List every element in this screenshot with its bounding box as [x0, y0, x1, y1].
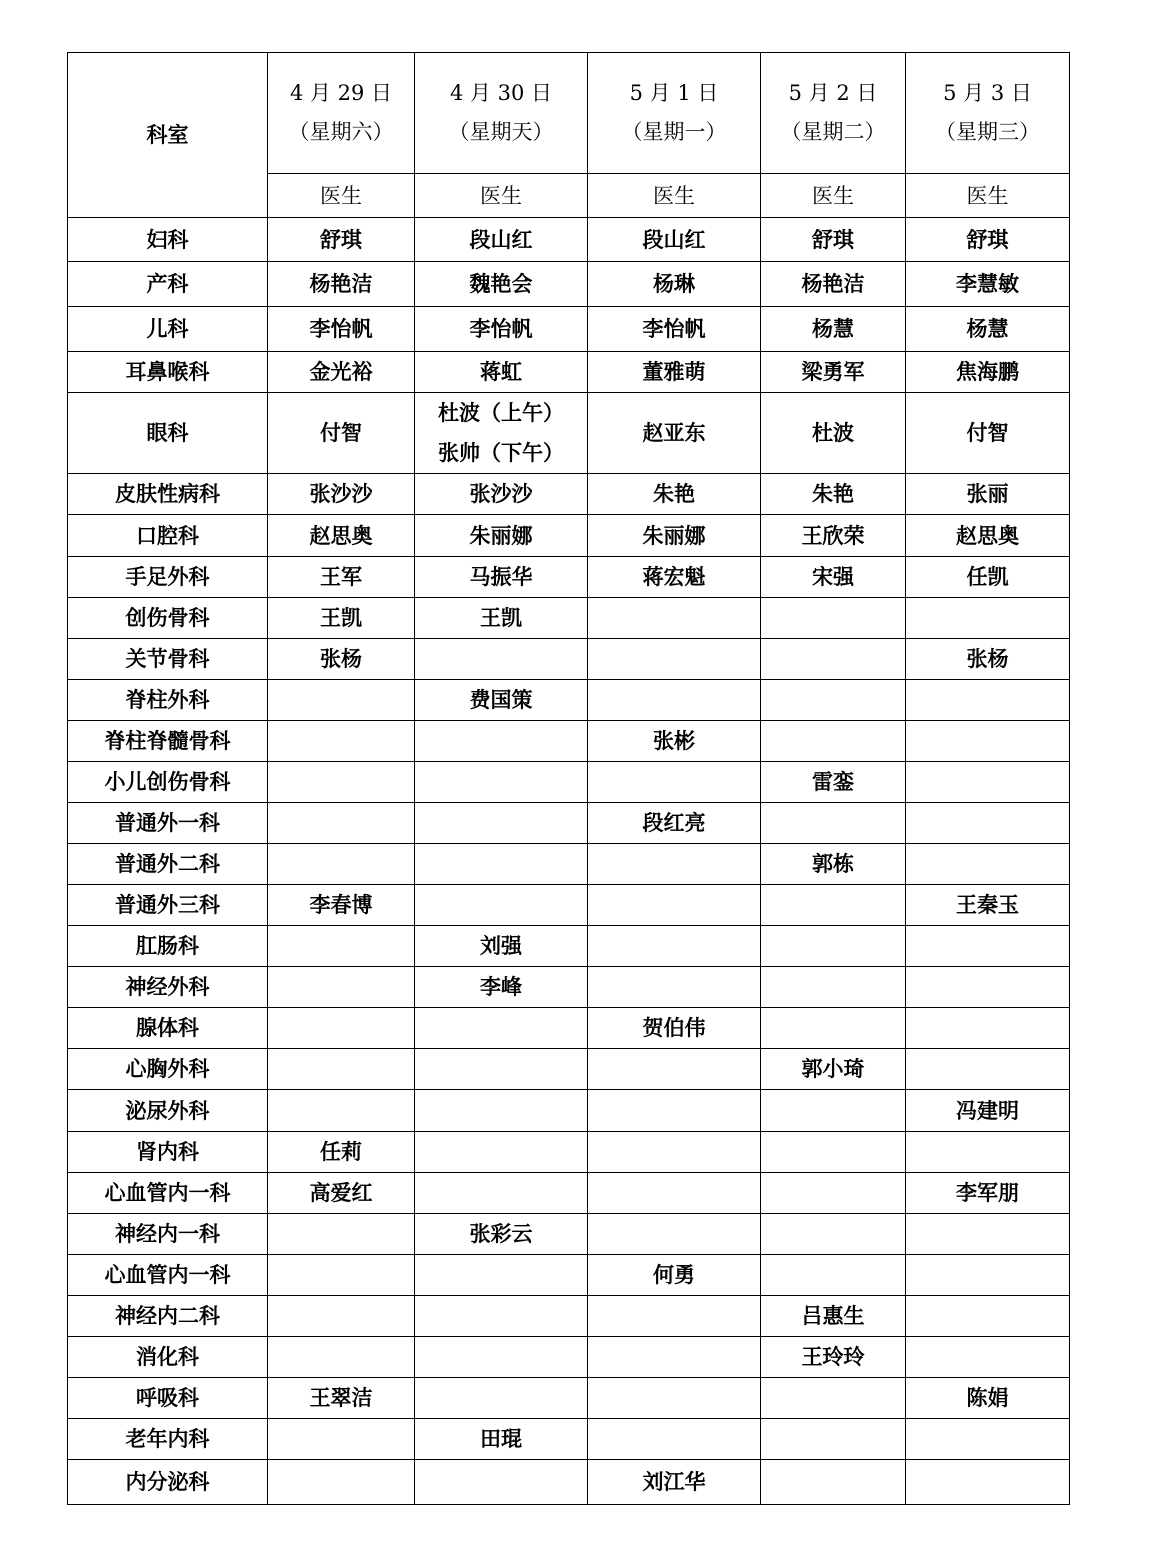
dept-cell: 眼科: [68, 393, 268, 474]
doctor-cell: [268, 926, 415, 967]
doctor-cell: [906, 1214, 1070, 1255]
doctor-cell: [588, 762, 761, 803]
doctor-cell: 王欣荣: [761, 515, 906, 557]
doctor-header: 医生: [268, 174, 415, 218]
doctor-cell: [415, 1173, 588, 1214]
date-header-5: 5 月 3 日 （星期三）: [906, 53, 1070, 174]
doctor-cell: 段红亮: [588, 803, 761, 844]
doctor-cell: [268, 844, 415, 885]
table-row: [68, 762, 1070, 803]
doctor-cell: 梁勇军: [761, 352, 906, 393]
doctor-cell: [906, 1460, 1070, 1505]
doctor-cell: 刘江华: [588, 1460, 761, 1505]
doctor-cell: 李峰: [415, 967, 588, 1008]
dept-cell: 关节骨科: [68, 639, 268, 680]
table-row: [68, 803, 1070, 844]
doctor-cell: [415, 1090, 588, 1132]
table-row: [68, 1132, 1070, 1173]
table-row: [68, 1378, 1070, 1419]
doctor-cell: [906, 1337, 1070, 1378]
doctor-cell: [268, 1214, 415, 1255]
date-header-3: 5 月 1 日 （星期一）: [588, 53, 761, 174]
dept-cell: 神经内一科: [68, 1214, 268, 1255]
doctor-cell: [761, 1460, 906, 1505]
doctor-cell: 高爱红: [268, 1173, 415, 1214]
doctor-cell: [415, 1255, 588, 1296]
doctor-cell: [761, 1132, 906, 1173]
doctor-cell: 李怡帆: [268, 307, 415, 352]
doctor-cell: [761, 1419, 906, 1460]
table-row: [68, 262, 1070, 307]
doctor-cell: 赵思奥: [268, 515, 415, 557]
dept-cell: 皮肤性病科: [68, 474, 268, 515]
date-header-4: 5 月 2 日 （星期二）: [761, 53, 906, 174]
doctor-cell: [761, 803, 906, 844]
table-row: [68, 1255, 1070, 1296]
doctor-cell: [761, 885, 906, 926]
doctor-cell: 杨慧: [761, 307, 906, 352]
doctor-cell: 朱艳: [588, 474, 761, 515]
table-row: [68, 557, 1070, 598]
doctor-cell: 舒琪: [761, 218, 906, 262]
doctor-cell: [268, 1419, 415, 1460]
dept-cell: 耳鼻喉科: [68, 352, 268, 393]
doctor-cell: 刘强: [415, 926, 588, 967]
doctor-cell: [268, 803, 415, 844]
doctor-cell: [415, 639, 588, 680]
doctor-cell: 冯建明: [906, 1090, 1070, 1132]
doctor-cell: 吕惠生: [761, 1296, 906, 1337]
doctor-cell-line: 杜波（上午）: [438, 400, 564, 425]
doctor-cell: [761, 1255, 906, 1296]
header-row-dates: [68, 53, 1070, 174]
table-row: [68, 885, 1070, 926]
doctor-cell: 舒琪: [906, 218, 1070, 262]
dept-cell: 产科: [68, 262, 268, 307]
doctor-cell: [415, 803, 588, 844]
dept-cell: 小儿创伤骨科: [68, 762, 268, 803]
doctor-cell: [588, 639, 761, 680]
doctor-cell: 张沙沙: [268, 474, 415, 515]
doctor-cell: 贺伯伟: [588, 1008, 761, 1049]
doctor-cell: [588, 1296, 761, 1337]
doctor-cell: [906, 762, 1070, 803]
doctor-cell: 陈娟: [906, 1378, 1070, 1419]
doctor-cell: [268, 1008, 415, 1049]
table-row: [68, 515, 1070, 557]
table-row: [68, 926, 1070, 967]
date-header-2: 4 月 30 日 （星期天）: [415, 53, 588, 174]
doctor-cell: [415, 844, 588, 885]
doctor-cell: 王秦玉: [906, 885, 1070, 926]
doctor-cell: [268, 1460, 415, 1505]
doctor-cell: [906, 926, 1070, 967]
dept-cell: 神经外科: [68, 967, 268, 1008]
doctor-cell: [415, 1296, 588, 1337]
doctor-cell: [761, 967, 906, 1008]
doctor-cell: [906, 1008, 1070, 1049]
doctor-cell: [268, 680, 415, 721]
doctor-cell: 蒋虹: [415, 352, 588, 393]
table-row: [68, 1460, 1070, 1505]
doctor-cell: 李怡帆: [588, 307, 761, 352]
doctor-cell: 付智: [906, 393, 1070, 474]
doctor-cell: [415, 1132, 588, 1173]
dept-cell: 创伤骨科: [68, 598, 268, 639]
doctor-cell: [415, 885, 588, 926]
dept-cell: 口腔科: [68, 515, 268, 557]
dept-cell: 泌尿外科: [68, 1090, 268, 1132]
doctor-cell: 赵亚东: [588, 393, 761, 474]
doctor-cell: 何勇: [588, 1255, 761, 1296]
doctor-cell: 魏艳会: [415, 262, 588, 307]
table-row: [68, 1173, 1070, 1214]
doctor-cell: 王玲玲: [761, 1337, 906, 1378]
doctor-cell: [415, 1460, 588, 1505]
dept-cell: 神经内二科: [68, 1296, 268, 1337]
doctor-cell: 张沙沙: [415, 474, 588, 515]
dept-cell: 妇科: [68, 218, 268, 262]
doctor-cell: [588, 1419, 761, 1460]
doctor-header: 医生: [906, 174, 1070, 218]
doctor-cell: 杨琳: [588, 262, 761, 307]
dept-cell: 消化科: [68, 1337, 268, 1378]
doctor-cell: [761, 1008, 906, 1049]
table-row: [68, 967, 1070, 1008]
doctor-cell: [268, 1049, 415, 1090]
doctor-cell: [906, 598, 1070, 639]
doctor-cell: 任凯: [906, 557, 1070, 598]
doctor-cell: 马振华: [415, 557, 588, 598]
dept-cell: 普通外二科: [68, 844, 268, 885]
dept-cell: 肾内科: [68, 1132, 268, 1173]
table-row: [68, 474, 1070, 515]
doctor-cell: 张杨: [906, 639, 1070, 680]
doctor-cell: 董雅萌: [588, 352, 761, 393]
table-row: [68, 1090, 1070, 1132]
date-header-1: 4 月 29 日 （星期六）: [268, 53, 415, 174]
doctor-cell-line: 张帅（下午）: [438, 440, 564, 465]
doctor-cell: [906, 1255, 1070, 1296]
table-row: [68, 218, 1070, 262]
doctor-cell: [588, 1049, 761, 1090]
doctor-cell: [268, 1296, 415, 1337]
doctor-cell: 王凯: [415, 598, 588, 639]
doctor-cell: [761, 1090, 906, 1132]
doctor-cell: 朱艳: [761, 474, 906, 515]
doctor-cell: [906, 680, 1070, 721]
doctor-cell: [761, 1214, 906, 1255]
dept-cell: 老年内科: [68, 1419, 268, 1460]
dept-cell: 内分泌科: [68, 1460, 268, 1505]
doctor-cell: 杨艳洁: [268, 262, 415, 307]
doctor-cell: 杜波: [761, 393, 906, 474]
doctor-cell: [588, 967, 761, 1008]
doctor-cell: [588, 926, 761, 967]
doctor-cell: 李春博: [268, 885, 415, 926]
doctor-cell: 郭栋: [761, 844, 906, 885]
dept-cell: 肛肠科: [68, 926, 268, 967]
table-row: [68, 598, 1070, 639]
doctor-cell: [588, 1173, 761, 1214]
doctor-cell: [268, 1337, 415, 1378]
doctor-cell: 付智: [268, 393, 415, 474]
doctor-cell: 费国策: [415, 680, 588, 721]
table-row: [68, 639, 1070, 680]
doctor-cell: 雷銮: [761, 762, 906, 803]
doctor-cell: [268, 721, 415, 762]
dept-header: 科室: [68, 53, 268, 218]
table-row: [68, 1296, 1070, 1337]
table-row: [68, 393, 1070, 474]
table-row: [68, 307, 1070, 352]
doctor-cell: 段山红: [415, 218, 588, 262]
doctor-cell: 王军: [268, 557, 415, 598]
doctor-header: 医生: [415, 174, 588, 218]
dept-cell: 脊柱外科: [68, 680, 268, 721]
duty-schedule-table: [67, 52, 1070, 1505]
doctor-header: 医生: [761, 174, 906, 218]
doctor-cell: 舒琪: [268, 218, 415, 262]
table-row: [68, 680, 1070, 721]
doctor-cell: [761, 1173, 906, 1214]
table-row: [68, 352, 1070, 393]
doctor-header: 医生: [588, 174, 761, 218]
doctor-cell: [588, 1378, 761, 1419]
doctor-cell: 杨慧: [906, 307, 1070, 352]
doctor-cell: [588, 885, 761, 926]
doctor-cell: [268, 967, 415, 1008]
doctor-cell: [415, 1049, 588, 1090]
doctor-cell: 王凯: [268, 598, 415, 639]
dept-cell: 儿科: [68, 307, 268, 352]
table-row: [68, 1008, 1070, 1049]
doctor-cell: 宋强: [761, 557, 906, 598]
table-row: [68, 1214, 1070, 1255]
doctor-cell: [415, 762, 588, 803]
doctor-cell: [761, 598, 906, 639]
dept-cell: 普通外三科: [68, 885, 268, 926]
doctor-cell: [906, 1419, 1070, 1460]
table-row: [68, 1419, 1070, 1460]
doctor-cell: [415, 393, 588, 474]
doctor-cell: 张彩云: [415, 1214, 588, 1255]
doctor-cell: [588, 1090, 761, 1132]
doctor-cell: [588, 1337, 761, 1378]
doctor-cell: 金光裕: [268, 352, 415, 393]
doctor-cell: 郭小琦: [761, 1049, 906, 1090]
doctor-cell: 李怡帆: [415, 307, 588, 352]
table-row: [68, 721, 1070, 762]
doctor-cell: 杨艳洁: [761, 262, 906, 307]
doctor-cell: [906, 1132, 1070, 1173]
dept-cell: 心血管内一科: [68, 1173, 268, 1214]
table-row: [68, 1337, 1070, 1378]
doctor-cell: [588, 844, 761, 885]
doctor-cell: 张杨: [268, 639, 415, 680]
doctor-cell: [415, 721, 588, 762]
doctor-cell: [415, 1008, 588, 1049]
doctor-cell: [415, 1337, 588, 1378]
doctor-cell: 张丽: [906, 474, 1070, 515]
doctor-cell: 李军朋: [906, 1173, 1070, 1214]
dept-cell: 腺体科: [68, 1008, 268, 1049]
doctor-cell: 蒋宏魁: [588, 557, 761, 598]
dept-cell: 手足外科: [68, 557, 268, 598]
doctor-cell: [761, 680, 906, 721]
doctor-cell: [761, 721, 906, 762]
doctor-cell: [906, 844, 1070, 885]
doctor-cell: [268, 762, 415, 803]
doctor-cell: 任莉: [268, 1132, 415, 1173]
table-row: [68, 1049, 1070, 1090]
doctor-cell: [906, 721, 1070, 762]
doctor-cell: 段山红: [588, 218, 761, 262]
doctor-cell: [588, 1132, 761, 1173]
doctor-cell: [761, 926, 906, 967]
doctor-cell: 焦海鹏: [906, 352, 1070, 393]
doctor-cell: 田琨: [415, 1419, 588, 1460]
table-row: [68, 844, 1070, 885]
doctor-cell: [588, 680, 761, 721]
doctor-cell: 朱丽娜: [588, 515, 761, 557]
doctor-cell: [906, 967, 1070, 1008]
doctor-cell: [588, 1214, 761, 1255]
doctor-cell: [906, 1296, 1070, 1337]
doctor-cell: 赵思奥: [906, 515, 1070, 557]
dept-cell: 心血管内一科: [68, 1255, 268, 1296]
doctor-cell: [761, 1378, 906, 1419]
dept-cell: 心胸外科: [68, 1049, 268, 1090]
doctor-cell: [268, 1090, 415, 1132]
doctor-cell: [588, 598, 761, 639]
doctor-cell: 张彬: [588, 721, 761, 762]
doctor-cell: [761, 639, 906, 680]
doctor-cell: [906, 803, 1070, 844]
doctor-cell: 朱丽娜: [415, 515, 588, 557]
dept-cell: 普通外一科: [68, 803, 268, 844]
doctor-cell: 李慧敏: [906, 262, 1070, 307]
doctor-cell: 王翠洁: [268, 1378, 415, 1419]
doctor-cell: [906, 1049, 1070, 1090]
doctor-cell: [268, 1255, 415, 1296]
dept-cell: 呼吸科: [68, 1378, 268, 1419]
doctor-cell: [415, 1378, 588, 1419]
dept-cell: 脊柱脊髓骨科: [68, 721, 268, 762]
